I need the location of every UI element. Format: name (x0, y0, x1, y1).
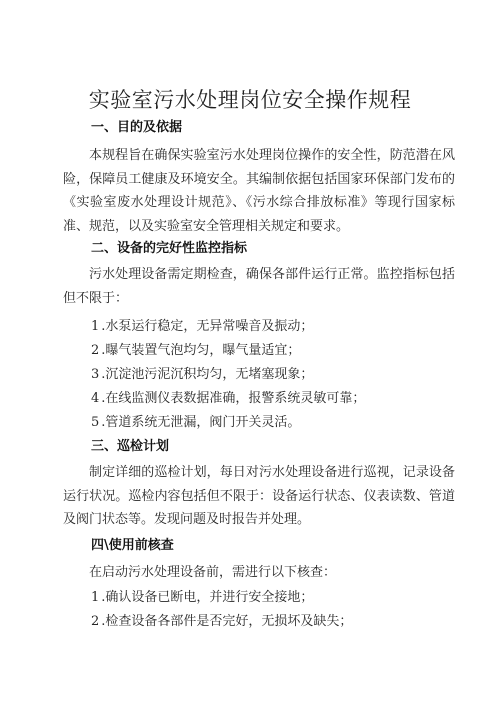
list-item-text: .管道系统无泄漏，阀门开关灵活。 (101, 415, 301, 430)
section-paragraph-monitoring: 污水处理设备需定期检查，确保各部件运行正常。监控指标包括但不限于： (63, 267, 455, 306)
section-paragraph-purpose: 本规程旨在确保实验室污水处理岗位操作的安全性，防范潜在风险，保障员工健康及环境安全。其编制依据包括国家环保部门发布的《实验室废水处理设计规范》、《污水综合排放标准》等现行国家标准、规范，以及实验室安全管理相关规定和要求。 (63, 148, 455, 234)
list-item-number: 1 (91, 319, 100, 334)
section-paragraph-inspection: 制定详细的巡检计划，每日对污水处理设备进行巡视，记录设备运行状况。巡检内容包括但不限于：设备运行状态、仪表读数、管道及阀门状态等。发现问题及时报告并处理。 (63, 465, 455, 527)
list-item-text: .曝气装置气泡均匀，曝气量适宜； (101, 343, 301, 358)
document-title: 实验室污水处理岗位安全操作规程 (88, 88, 412, 112)
list-item-text: .水泵运行稳定，无异常噪音及振动； (101, 319, 314, 334)
list-item-number: 5 (91, 415, 100, 430)
list-item-text: .确认设备已断电，并进行安全接地； (101, 590, 314, 605)
list-item (91, 390, 365, 408)
list-item-number: 4 (91, 391, 100, 406)
list-item (91, 613, 352, 631)
list-item (91, 342, 300, 360)
list-item-number: 1 (91, 590, 100, 605)
list-item-number: 2 (91, 614, 100, 629)
list-item (91, 318, 313, 336)
list-item (91, 414, 300, 432)
section-heading-purpose: 一、目的及依据 (91, 120, 183, 135)
list-item-text: .沉淀池污泥沉积均匀，无堵塞现象； (101, 367, 314, 382)
list-item-number: 2 (91, 343, 100, 358)
list-item-text: .在线监测仪表数据准确，报警系统灵敏可靠； (101, 391, 366, 406)
list-item (91, 366, 313, 384)
section-heading-precheck: 四\使用前核查 (91, 538, 174, 553)
list-item-text: .检查设备各部件是否完好，无损坏及缺失； (101, 614, 353, 629)
section-heading-inspection: 三、巡检计划 (91, 439, 170, 454)
list-item (91, 589, 313, 607)
list-item-number: 3 (91, 367, 100, 382)
section-paragraph-precheck: 在启动污水处理设备前，需进行以下核查： (89, 565, 337, 580)
section-heading-monitoring: 二、设备的完好性监控指标 (91, 241, 248, 256)
